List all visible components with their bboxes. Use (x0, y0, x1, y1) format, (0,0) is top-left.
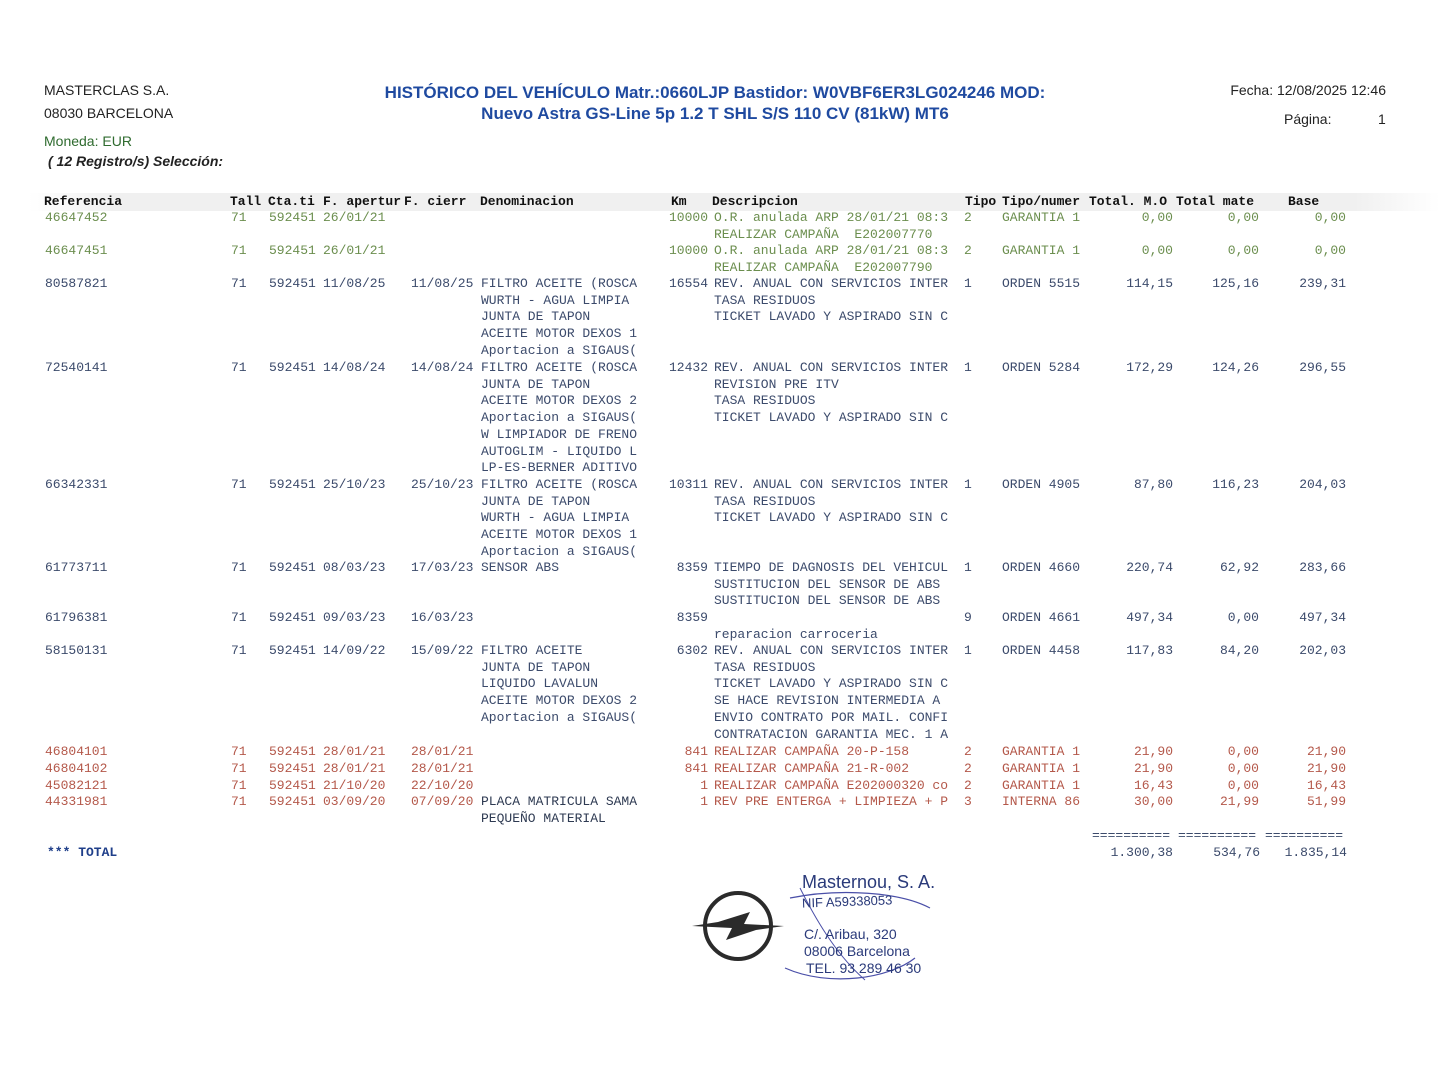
row-denominacion-line: W LIMPIADOR DE FRENO (481, 426, 638, 442)
row-base: 296,55 (1299, 360, 1346, 375)
row-fecha-apertura: 28/01/21 (323, 744, 386, 759)
page-label: Página: (1284, 111, 1332, 127)
col-denominacion: Denominacion (480, 194, 574, 209)
col-total-mate: Total mate (1176, 194, 1255, 209)
row-cta: 592451 (269, 778, 316, 793)
row-tall: 71 (231, 744, 247, 759)
row-referencia: 45082121 (45, 778, 108, 793)
row-fecha-cierre: 11/08/25 (411, 276, 474, 291)
row-base: 0,00 (1314, 243, 1346, 258)
row-descripcion-line: REV PRE ENTERGA + LIMPIEZA + P (714, 794, 949, 809)
row-fecha-apertura: 11/08/25 (323, 276, 386, 291)
row-descripcion-line: REV. ANUAL CON SERVICIOS INTER (714, 643, 949, 658)
separator-base: ========== (1265, 828, 1344, 843)
row-tall: 71 (231, 560, 247, 575)
total-base: 1.835,14 (1284, 845, 1347, 860)
row-referencia: 46647451 (45, 243, 108, 258)
row-denominacion-line: ACEITE MOTOR DEXOS 1 (481, 527, 638, 543)
row-km: 10000 (668, 243, 708, 258)
row-tipo-numero: GARANTIA 1 (1002, 744, 1081, 759)
row-base: 51,99 (1306, 794, 1346, 809)
row-descripcion-line: TASA RESIDUOS (714, 393, 816, 409)
row-descripcion-line: REALIZAR CAMPAÑA 20-P-158 (714, 744, 910, 759)
row-base: 204,03 (1299, 477, 1346, 492)
row-referencia: 66342331 (45, 477, 108, 492)
row-referencia: 80587821 (45, 276, 108, 291)
row-tall: 71 (231, 610, 247, 625)
row-base: 497,34 (1299, 610, 1346, 625)
row-descripcion-line: O.R. anulada ARP 28/01/21 08:3 (714, 243, 949, 258)
row-km: 12432 (668, 360, 708, 375)
total-mo: 1.300,38 (1110, 845, 1173, 860)
row-referencia: 46647452 (45, 210, 108, 225)
row-cta: 592451 (269, 761, 316, 776)
row-cta: 592451 (269, 360, 316, 375)
row-km: 10311 (668, 477, 708, 492)
stamp-city: 08006 Barcelona (804, 943, 910, 959)
stamp-phone: TEL. 93 289 46 30 (806, 960, 922, 976)
row-total-mo: 87,80 (1133, 477, 1173, 492)
row-descripcion-line: REALIZAR CAMPAÑA 21-R-002 (714, 761, 910, 776)
company-city: 08030 BARCELONA (44, 105, 174, 121)
row-total-mo: 30,00 (1133, 794, 1173, 809)
row-denominacion-line: FILTRO ACEITE (481, 643, 583, 658)
row-descripcion-line: TASA RESIDUOS (714, 292, 816, 308)
col-tall: Tall (230, 194, 262, 209)
row-tipo-numero: GARANTIA 1 (1002, 210, 1081, 225)
row-descripcion-line: REVISION PRE ITV (714, 376, 839, 392)
row-cta: 592451 (269, 794, 316, 809)
row-tipo: 1 (964, 560, 972, 575)
row-cta: 592451 (269, 744, 316, 759)
row-fecha-cierre: 17/03/23 (411, 560, 474, 575)
row-fecha-apertura: 03/09/20 (323, 794, 386, 809)
row-denominacion-line: FILTRO ACEITE (ROSCA (481, 477, 638, 492)
row-referencia: 72540141 (45, 360, 108, 375)
row-cta: 592451 (269, 210, 316, 225)
row-descripcion-line: TICKET LAVADO Y ASPIRADO SIN C (714, 510, 949, 526)
row-denominacion-line: Aportacion a SIGAUS( (481, 709, 638, 725)
row-tall: 71 (231, 794, 247, 809)
col-tipo-num: Tipo/numer (1002, 194, 1081, 209)
row-referencia: 61796381 (45, 610, 108, 625)
row-denominacion-line: LIQUIDO LAVALUN (481, 676, 599, 692)
row-total-mate: 0,00 (1227, 761, 1259, 776)
page-number: 1 (1378, 111, 1386, 127)
col-referencia: Referencia (44, 194, 123, 209)
row-denominacion-line: JUNTA DE TAPON (481, 309, 591, 325)
company-name: MASTERCLAS S.A. (44, 82, 170, 98)
row-fecha-apertura: 14/09/22 (323, 643, 386, 658)
row-tall: 71 (231, 360, 247, 375)
row-tipo-numero: GARANTIA 1 (1002, 761, 1081, 776)
row-total-mo: 21,90 (1133, 761, 1173, 776)
row-descripcion-line: CONTRATACION GARANTIA MEC. 1 A (714, 726, 949, 742)
total-label: *** TOTAL (47, 845, 118, 860)
row-tipo: 1 (964, 276, 972, 291)
row-denominacion-line: SENSOR ABS (481, 560, 560, 575)
report-date: Fecha: 12/08/2025 12:46 (1230, 82, 1386, 98)
row-tall: 71 (231, 778, 247, 793)
separator-mo: ========== (1092, 828, 1171, 843)
row-total-mo: 497,34 (1126, 610, 1173, 625)
row-denominacion-line: WURTH - AGUA LIMPIA (481, 292, 630, 308)
page-subtitle: Nuevo Astra GS-Line 5p 1.2 T SHL S/S 110 CV (81kW) MT6 (481, 104, 949, 123)
currency-label: Moneda: EUR (44, 133, 132, 149)
stamp-nif: NIF A59338053 (801, 892, 893, 911)
row-tall: 71 (231, 477, 247, 492)
row-total-mate: 21,99 (1219, 794, 1259, 809)
row-cta: 592451 (269, 276, 316, 291)
col-km: Km (671, 194, 687, 209)
row-descripcion-line: TICKET LAVADO Y ASPIRADO SIN C (714, 309, 949, 325)
row-km: 8359 (676, 560, 708, 575)
col-base: Base (1288, 194, 1320, 209)
row-denominacion-line: Aportacion a SIGAUS( (481, 410, 638, 426)
row-tall: 71 (231, 761, 247, 776)
row-km: 6302 (676, 643, 708, 658)
row-km: 841 (684, 744, 708, 759)
row-total-mate: 62,92 (1219, 560, 1259, 575)
row-tipo: 1 (964, 477, 972, 492)
stamp-name: Masternou, S. A. (802, 872, 936, 892)
row-denominacion-line: ACEITE MOTOR DEXOS 2 (481, 393, 638, 409)
row-denominacion-line: JUNTA DE TAPON (481, 493, 591, 509)
row-total-mo: 114,15 (1126, 276, 1173, 291)
row-cta: 592451 (269, 243, 316, 258)
row-total-mate: 125,16 (1212, 276, 1259, 291)
row-fecha-cierre: 22/10/20 (411, 778, 474, 793)
row-tipo: 2 (964, 778, 972, 793)
row-tall: 71 (231, 210, 247, 225)
row-denominacion-line: FILTRO ACEITE (ROSCA (481, 360, 638, 375)
row-total-mate: 0,00 (1227, 610, 1259, 625)
separator-mate: ========== (1178, 828, 1257, 843)
row-denominacion-line: JUNTA DE TAPON (481, 659, 591, 675)
row-denominacion-line: LP-ES-BERNER ADITIVO (481, 460, 638, 476)
col-tipo: Tipo (965, 194, 997, 209)
row-tipo-numero: ORDEN 5515 (1002, 276, 1081, 291)
row-km: 841 (684, 761, 708, 776)
row-cta: 592451 (269, 477, 316, 492)
row-fecha-apertura: 25/10/23 (323, 477, 386, 492)
row-referencia: 58150131 (45, 643, 108, 658)
row-descripcion-line: TIEMPO DE DAGNOSIS DEL VEHICUL (714, 560, 949, 575)
row-descripcion-line: ENVIO CONTRATO POR MAIL. CONFI (714, 709, 949, 725)
row-tall: 71 (231, 643, 247, 658)
row-tipo: 2 (964, 761, 972, 776)
row-km: 1 (700, 794, 708, 809)
row-tipo: 2 (964, 243, 972, 258)
row-fecha-cierre: 28/01/21 (411, 761, 474, 776)
row-fecha-apertura: 26/01/21 (323, 210, 386, 225)
row-base: 283,66 (1299, 560, 1346, 575)
row-descripcion-line: TICKET LAVADO Y ASPIRADO SIN C (714, 410, 949, 426)
row-denominacion-line: Aportacion a SIGAUS( (481, 342, 638, 358)
row-denominacion-line: AUTOGLIM - LIQUIDO L (481, 443, 638, 459)
row-tipo-numero: GARANTIA 1 (1002, 243, 1081, 258)
stamp-street: C/. Aribau, 320 (804, 926, 897, 942)
row-cta: 592451 (269, 610, 316, 625)
row-descripcion-line: REALIZAR CAMPAÑA E202007790 (714, 259, 933, 275)
col-cierre: F. cierr (404, 194, 467, 209)
row-descripcion-line: REV. ANUAL CON SERVICIOS INTER (714, 360, 949, 375)
row-total-mo: 16,43 (1133, 778, 1173, 793)
row-fecha-cierre: 15/09/22 (411, 643, 474, 658)
page-title: HISTÓRICO DEL VEHÍCULO Matr.:0660LJP Bastidor: W0VBF6ER3LG024246 MOD: (384, 83, 1046, 102)
row-tipo-numero: GARANTIA 1 (1002, 778, 1081, 793)
col-cta: Cta.ti (268, 194, 315, 209)
row-tall: 71 (231, 276, 247, 291)
row-descripcion-line: TASA RESIDUOS (714, 659, 816, 675)
row-base: 0,00 (1314, 210, 1346, 225)
row-fecha-apertura: 08/03/23 (323, 560, 386, 575)
row-total-mo: 220,74 (1126, 560, 1173, 575)
col-apertura: F. apertur (323, 194, 402, 209)
row-referencia: 44331981 (45, 794, 108, 809)
row-tipo: 2 (964, 210, 972, 225)
row-fecha-apertura: 21/10/20 (323, 778, 386, 793)
row-total-mo: 117,83 (1126, 643, 1173, 658)
row-denominacion-line: PLACA MATRICULA SAMA (481, 794, 638, 809)
row-fecha-cierre: 28/01/21 (411, 744, 474, 759)
row-descripcion-line: REALIZAR CAMPAÑA E202007770 (714, 226, 933, 242)
row-tipo: 1 (964, 643, 972, 658)
row-fecha-cierre: 14/08/24 (411, 360, 474, 375)
row-denominacion-line: FILTRO ACEITE (ROSCA (481, 276, 638, 291)
row-descripcion-line: SUSTITUCION DEL SENSOR DE ABS (714, 576, 941, 592)
row-denominacion-line: Aportacion a SIGAUS( (481, 543, 638, 559)
col-total-mo: Total. M.O (1089, 194, 1168, 209)
col-descripcion: Descripcion (712, 194, 798, 209)
row-total-mate: 116,23 (1212, 477, 1259, 492)
row-total-mo: 0,00 (1141, 210, 1173, 225)
row-fecha-cierre: 25/10/23 (411, 477, 474, 492)
row-descripcion-line: SUSTITUCION DEL SENSOR DE ABS (714, 593, 941, 609)
row-km: 16554 (668, 276, 708, 291)
row-referencia: 46804101 (45, 744, 108, 759)
row-fecha-apertura: 28/01/21 (323, 761, 386, 776)
row-total-mate: 0,00 (1227, 210, 1259, 225)
row-km: 10000 (668, 210, 708, 225)
row-fecha-cierre: 16/03/23 (411, 610, 474, 625)
row-base: 239,31 (1299, 276, 1346, 291)
row-descripcion-line: REALIZAR CAMPAÑA E202000320 co (714, 778, 949, 793)
row-km: 8359 (676, 610, 708, 625)
row-cta: 592451 (269, 560, 316, 575)
row-total-mo: 0,00 (1141, 243, 1173, 258)
table-header (0, 193, 1440, 211)
row-denominacion-line: WURTH - AGUA LIMPIA (481, 510, 630, 526)
row-total-mate: 0,00 (1227, 778, 1259, 793)
row-tipo-numero: ORDEN 4905 (1002, 477, 1081, 492)
row-total-mate: 84,20 (1219, 643, 1259, 658)
total-mate: 534,76 (1213, 845, 1260, 860)
row-descripcion-line: SE HACE REVISION INTERMEDIA A (714, 693, 941, 709)
row-tipo: 2 (964, 744, 972, 759)
row-descripcion-line: reparacion carroceria (714, 626, 878, 642)
row-tipo: 1 (964, 360, 972, 375)
row-total-mate: 124,26 (1212, 360, 1259, 375)
row-tipo-numero: ORDEN 4458 (1002, 643, 1081, 658)
row-tipo-numero: ORDEN 4661 (1002, 610, 1081, 625)
row-tipo: 3 (964, 794, 972, 809)
row-fecha-apertura: 14/08/24 (323, 360, 386, 375)
row-tipo-numero: ORDEN 5284 (1002, 360, 1081, 375)
row-fecha-apertura: 09/03/23 (323, 610, 386, 625)
row-tall: 71 (231, 243, 247, 258)
row-base: 21,90 (1306, 744, 1346, 759)
company-stamp (690, 868, 960, 988)
row-base: 16,43 (1306, 778, 1346, 793)
row-tipo: 9 (964, 610, 972, 625)
row-denominacion-line: ACEITE MOTOR DEXOS 2 (481, 693, 638, 709)
row-fecha-apertura: 26/01/21 (323, 243, 386, 258)
row-denominacion-line: PEQUEÑO MATERIAL (481, 810, 606, 826)
selection-label: ( 12 Registro/s) Selección: (48, 153, 224, 169)
row-descripcion-line: REV. ANUAL CON SERVICIOS INTER (714, 477, 949, 492)
row-base: 21,90 (1306, 761, 1346, 776)
row-total-mo: 21,90 (1133, 744, 1173, 759)
row-denominacion-line: ACEITE MOTOR DEXOS 1 (481, 326, 638, 342)
row-descripcion-line: TICKET LAVADO Y ASPIRADO SIN C (714, 676, 949, 692)
row-cta: 592451 (269, 643, 316, 658)
row-descripcion-line: O.R. anulada ARP 28/01/21 08:3 (714, 210, 949, 225)
row-km: 1 (700, 778, 708, 793)
row-fecha-cierre: 07/09/20 (411, 794, 474, 809)
row-total-mo: 172,29 (1126, 360, 1173, 375)
row-referencia: 61773711 (45, 560, 108, 575)
row-descripcion-line: TASA RESIDUOS (714, 493, 816, 509)
row-descripcion-line: REV. ANUAL CON SERVICIOS INTER (714, 276, 949, 291)
row-referencia: 46804102 (45, 761, 108, 776)
row-tipo-numero: ORDEN 4660 (1002, 560, 1081, 575)
row-total-mate: 0,00 (1227, 744, 1259, 759)
row-tipo-numero: INTERNA 86 (1002, 794, 1081, 809)
row-denominacion-line: JUNTA DE TAPON (481, 376, 591, 392)
row-total-mate: 0,00 (1227, 243, 1259, 258)
row-base: 202,03 (1299, 643, 1346, 658)
